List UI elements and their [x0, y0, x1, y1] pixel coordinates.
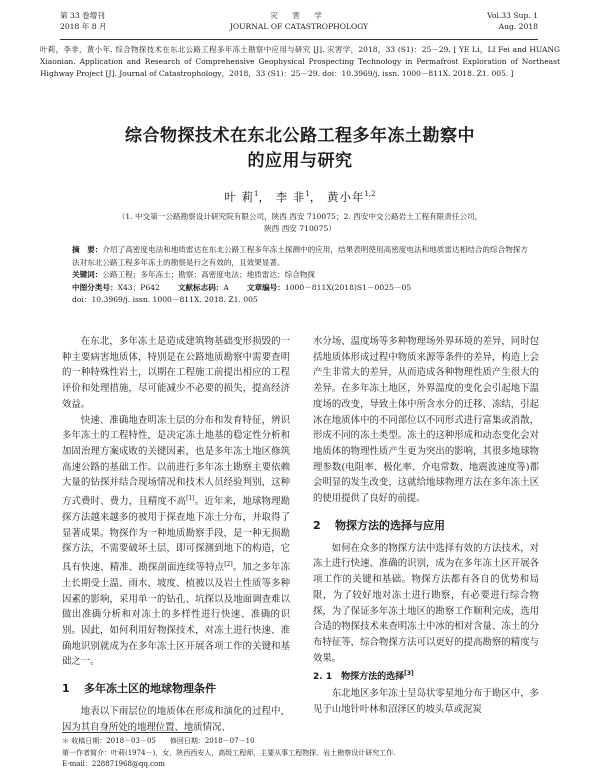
- reference-mark: [3]: [404, 670, 414, 678]
- author-affil-mark: 1: [254, 190, 259, 198]
- article-no-value: 1000－811X(2018)S1－0025－05: [284, 282, 412, 292]
- body-paragraph: 在东北，多年冻土是造成建筑物基础变形损毁的一种主要病害地质体，特别是在公路地质勘察中需要查明的一种特殊性岩土，以期在工程施工前提出相应的工程评价和处理措施，尽可能减少不必要的损失，提高经济效益。: [62, 336, 290, 410]
- citation-cn: 叶莉，李非，黄小年. 综合物探技术在东北公路工程多年冻土勘察中应用与研究 [J]. 灾害学，2018，33 (S1)：25－29.: [40, 45, 451, 54]
- footnote-rule: [62, 732, 192, 733]
- running-header: [60, 10, 538, 40]
- citation-block: [40, 44, 560, 80]
- clc-value: X43；P642: [117, 282, 160, 292]
- keywords-label: 关键词：: [72, 270, 103, 279]
- keywords: [72, 269, 528, 282]
- author-name: 叶 莉: [224, 189, 255, 204]
- footnote-dates: ＊ 收稿日期：2018－03－05 修回日期：2018－07－10: [62, 737, 255, 745]
- issue-date: 2018 年 8 月: [60, 22, 107, 31]
- left-column: [62, 334, 290, 735]
- body-paragraph: 水分场、温度场等多种物理场外界环境的差异，同时包括地质体形成过程中物质来源等条件的差异，构造上会产生非常大的差异，从而造成各种物理性质产生很大的差异。在多年冻土地区，外界温度的变化会引起地下温度场的改变，导致土体中所含水分的迁移、冻结，引起冰在地质体中的不同部位以不同形式进行富集或消散，形成不同的冻土类型。冻土的这种形成和动态变化会对地质体的物理性质产生更为突出的影响，其很多地球物理参数(电阻率、极化率、介电常数、地震波速度等)都会明显的发生改变，这就给地球物理方法在多年冻土区的使用提供了良好的前提。: [313, 336, 539, 505]
- volume-issue: 第 33 卷增刊: [60, 11, 105, 20]
- article-no-label: 文章编号：: [246, 282, 285, 292]
- affiliation-line-1: （1. 中交第一公路勘察设计研究院有限公司，陕西 西安 710075；2. 西安中交公路岩土工程有限责任公司，: [117, 212, 483, 221]
- body-paragraph: 东北地区多年冻土呈岛状零星地分布于勘区中，多见于山地针叶林和沼泽区的坡头草或泥炭: [313, 688, 539, 715]
- right-column: [313, 334, 539, 717]
- abstract-block: [72, 244, 528, 307]
- section-heading-2: 2 物探方法的选择与应用: [313, 518, 445, 532]
- reference-mark: [2]: [224, 560, 233, 568]
- abstract-label: 摘 要：: [72, 245, 103, 254]
- doc-code-label: 文献标志码：: [177, 282, 224, 292]
- footnote-email: E-mail：228871968@qq.com: [62, 760, 165, 768]
- title-line-2: 的应用与研究: [247, 151, 353, 171]
- clc-label: 中图分类号：: [72, 282, 118, 292]
- author-affil-mark: 1,2: [364, 190, 376, 198]
- doc-code-value: A: [223, 282, 229, 292]
- body-paragraph: 地表以下雨层位的地质体在形成和演化的过程中，因为其自身所处的地理位置、地质情况、: [62, 706, 290, 733]
- paper-title: [60, 124, 540, 174]
- volume-issue-en: Vol.33 Sup. 1: [487, 11, 538, 20]
- author-name: 黄小年: [326, 189, 365, 204]
- classification-row: [72, 282, 528, 295]
- affiliation-line-2: 陕西 西安 710075）: [264, 224, 336, 233]
- reference-mark: [1]: [186, 495, 195, 503]
- journal-name-cn: 灾 害 学: [270, 11, 328, 20]
- abstract-text: 介绍了高密度电法和地质雷达在东北公路工程多年冻土探测中的应用，结果表明使用高密度电法和地质雷达相结合的综合物探方法对东北公路工程多年冻土的勘察是行之有效的，且效果显著。: [72, 245, 528, 267]
- section-heading-1: 1 多年冻土区的地球物理条件: [62, 682, 216, 696]
- journal-name-en: JOURNAL OF CATASTROPHOLOGY: [229, 22, 369, 31]
- footnote-author: 第一作者简介：叶莉(1974－)，女，陕西西安人，高级工程师，主要从事工程物探、岩土勘察设计研究工作.: [62, 748, 396, 757]
- keywords-text: 公路工程；多年冻土；勘察；高密度电法；地质雷达；综合物探: [102, 270, 315, 279]
- doi: doi：10.3969/j. issn. 1000－811X. 2018. Z1. 005: [72, 295, 258, 304]
- body-paragraph: 快速、准确地查明冻土层的分布和发育特征，辨识多年冻土的工程特性，是决定冻土地基的稳定性分析和加固治理方案成败的关键因素，也是多年冻土地区修筑高速公路的基础工作。以前进行多年冻土勘察主要依赖大量的钻探并结合现场情况和技术人员经验判别，这种方式费时、费力，且精度不高[1]。近年来，地球物理勘探方法越来越多的被用于探查地下冻土分布，并取得了显著成果。物探作为一种地质勘察手段，是一种无损勘探方法，不需要破坏土层，即可探测到地下的构造，它具有快速、精准、勘探剖面连续等特点[2]。加之多年冻土长期受土温、雨水、坡度、植被以及岩土性质等多种因素的影响，采用单一的钻孔、坑探以及地面调查难以做出准确分析和对冻土的多样性进行快速、准确的识别。因此，如何利用好物探技术，对冻土进行快速、准确地识别就成为在多年冻土区开展各项工作的关键和基础之一。: [62, 414, 290, 668]
- author-list: 叶 莉$^1$， 李 非$^1$， 黄小年$^{1,2}$: [224, 189, 376, 204]
- issue-date-en: Aug. 2018: [498, 22, 538, 31]
- header-center: [60, 10, 538, 32]
- title-line-1: 综合物探技术在东北公路工程多年冻土勘察中: [125, 126, 475, 146]
- citation-en: [ YE Li，LI Fei and HUANG Xiaonian. Application and Research of Comprehensive Geophysical Prospecting Technology in Permafrost Exploration of Northeast Highway Project [J]. Journal of Catastrophology，2018，33 (S1)：25－29. doi：10.3969/j. issn. 1000－811X. 2018. Z1. 005. ]: [40, 45, 560, 78]
- subsection-heading-2-1: 2. 1 物探方法的选择[3]: [313, 670, 414, 683]
- footnote: [62, 732, 462, 771]
- body-paragraph: 如何在众多的物探方法中选择有效的方法技术，对冻土进行快速、准确的识别，成为在多年冻土区开展各项工作的关键和基础。物探方法都有各自的优势和局限，为了较好地对冻土进行勘察，有必要进行综合物探，为了保证多年冻土地区的勘察工作顺利完成，选用合适的物探技术来查明冻土中冰的相对含量、冻土的分布特征等，综合物探方法可以更好的提高勘察的精度与效果。: [313, 542, 539, 664]
- header-right: [487, 10, 538, 32]
- author-affil-mark: 1: [305, 190, 310, 198]
- affiliations: [80, 211, 520, 235]
- author-name: 李 非: [275, 189, 306, 204]
- abstract: [72, 244, 528, 269]
